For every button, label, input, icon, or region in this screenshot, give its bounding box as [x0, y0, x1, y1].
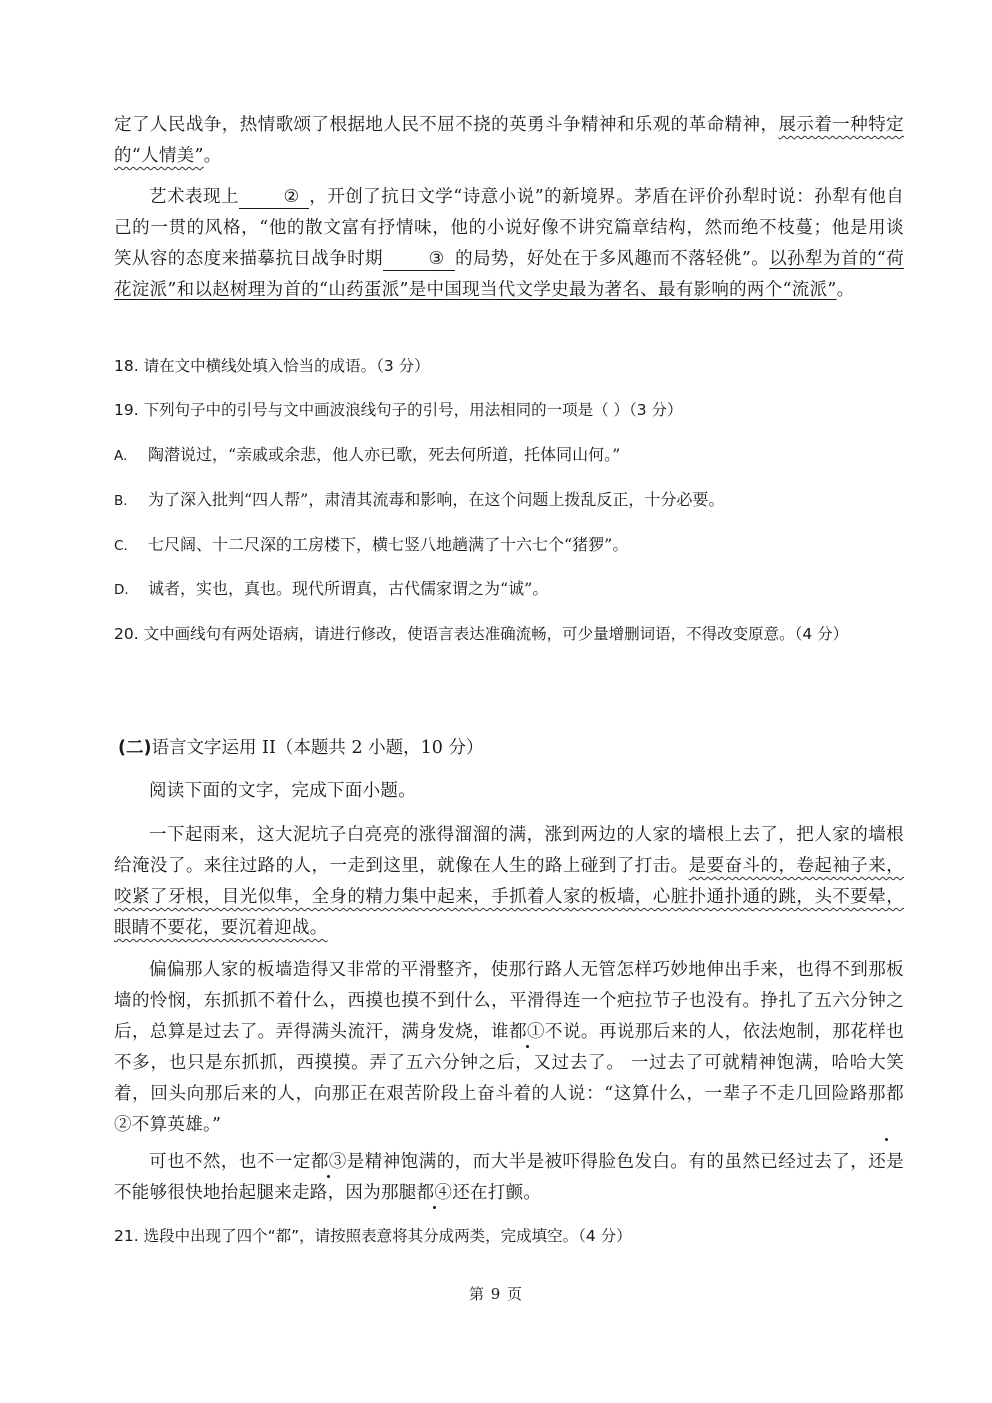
- passage-paragraph-1: [114, 110, 904, 172]
- marked-word-du-1: 都①: [509, 1022, 545, 1042]
- marked-word-du-3: 都③: [310, 1152, 347, 1172]
- option-text: 为了深入批判“四人帮”，肃清其流毒和影响，在这个问题上拨乱反正，十分必要。: [148, 490, 725, 509]
- answer-blank-3[interactable]: ③: [383, 248, 455, 271]
- punctuation: 。: [203, 146, 222, 166]
- option-c[interactable]: [114, 533, 904, 558]
- option-letter: B.: [114, 493, 128, 509]
- wavy-underlined-sentence: 是要奋斗的，卷起袖子来，咬紧了牙根，目光似隼，全身的精力集中起来，手抓着人家的板墙，心脏扑通扑通的跳，头不要晕，眼睛不要花，要沉着迎战。: [114, 856, 904, 938]
- marked-word-du-4: 都④: [416, 1183, 453, 1203]
- wavy-underlined-sentence: 展示着一种特定的“人情美”: [114, 115, 904, 166]
- passage-text: 不算英雄。”: [131, 1115, 222, 1135]
- option-letter: C.: [114, 538, 128, 554]
- punctuation: 。: [836, 280, 855, 300]
- passage-text: 偏偏那人家的板墙造得又非常的平滑整齐，使那行路人无管怎样巧妙地伸出手来，也得不到那板墙的怜悯，东抓抓不着什么，西摸也摸不到什么，平滑得连一个疤拉节子也没有。挣扎了五六分钟之后，总算是过去了。弄得满头流汗，满身发烧，谁: [114, 960, 904, 1042]
- passage-text: ，开创了抗日文学“诗意小说”的新境界。茅盾在评价孙犁时说：孙犁有他自己的一贯的风格，“他的散文富有抒情味，他的小说好像不讲究篇章结构，然而绝不枝蔓；他是用谈笑从容的态度来描摹抗日战争时期: [114, 187, 904, 269]
- reading-paragraph-1: [114, 820, 904, 944]
- reading-paragraph-3: [114, 1147, 904, 1209]
- marked-word-du-2: 都②: [114, 1084, 904, 1135]
- passage-text: 还在打颤。: [452, 1183, 542, 1203]
- option-letter: A.: [114, 448, 128, 464]
- reading-paragraph-2: [114, 955, 904, 1141]
- underlined-sentence: 以孙犁为首的“荷花淀派”和以赵树理为首的“山药蛋派”是中国现当代文学史最为著名、最有影响的两个“流派”: [114, 249, 904, 300]
- option-letter: D.: [114, 582, 129, 598]
- passage-text: 定了人民战争，热情歌颂了根据地人民不屈不挠的英勇斗争精神和乐观的革命精神，: [114, 115, 779, 135]
- option-a[interactable]: [114, 443, 904, 468]
- passage-text: 不说。再说那后来的人，依法炮制，那花样也不多，也只是东抓抓，西摸摸。弄了五六分钟之后，又过去了。 一过去了可就精神饱满，哈哈大笑着，回头向那后来的人，向那正在艰苦阶段上奋斗着的人说：“这算什么，一辈子不走几回险路那: [114, 1022, 904, 1104]
- reading-instruction: 阅读下面的文字，完成下面小题。: [149, 781, 416, 801]
- passage-paragraph-2: [114, 182, 904, 306]
- section-2-title: [118, 735, 483, 761]
- passage-text: 可也不然，也不一定: [149, 1152, 311, 1172]
- passage-text: 艺术表现上: [149, 187, 240, 207]
- question-20: 20. 文中画线句有两处语病，请进行修改，使语言表达准确流畅，可少量增删词语，不得改变原意。（4 分）: [114, 625, 849, 643]
- option-text: 七尺阔、十二尺深的工房楼下，横七竖八地趟满了十六七个“猪猡”。: [148, 535, 629, 554]
- question-19: 19. 下列句子中的引号与文中画波浪线句子的引号，用法相同的一项是（ ）（3 分）: [114, 401, 683, 419]
- question-18: 18. 请在文中横线处填入恰当的成语。（3 分）: [114, 357, 430, 375]
- answer-blank-2[interactable]: ②: [239, 186, 309, 209]
- option-b[interactable]: [114, 488, 904, 513]
- passage-text: 一下起雨来，这大泥坑子白亮亮的涨得溜溜的满，涨到两边的人家的墙根上去了，把人家的墙根给淹没了。来往过路的人，一走到这里，就像在人生的路上碰到了打击。: [114, 825, 904, 876]
- passage-text: 是精神饱满的，而大半是被吓得脸色发白。有的虽然已经过去了，还是不能够很快地抬起腿来走路，因为那腿: [114, 1152, 904, 1203]
- option-d[interactable]: [114, 577, 904, 602]
- option-text: 陶潜说过，“亲戚或余悲，他人亦已歌，死去何所道，托体同山何。”: [148, 445, 621, 464]
- section-label: (二): [118, 738, 152, 758]
- section-heading: 语言文字运用 II（本题共 2 小题，10 分）: [151, 738, 484, 758]
- page-number: 第 9 页: [468, 1285, 524, 1303]
- option-text: 诚者，实也，真也。现代所谓真，古代儒家谓之为“诚”。: [148, 579, 549, 598]
- question-21: 21. 选段中出现了四个“都”，请按照表意将其分成两类，完成填空。（4 分）: [114, 1227, 632, 1245]
- passage-text: 的局势，好处在于多风趣而不落轻佻”。: [454, 249, 770, 269]
